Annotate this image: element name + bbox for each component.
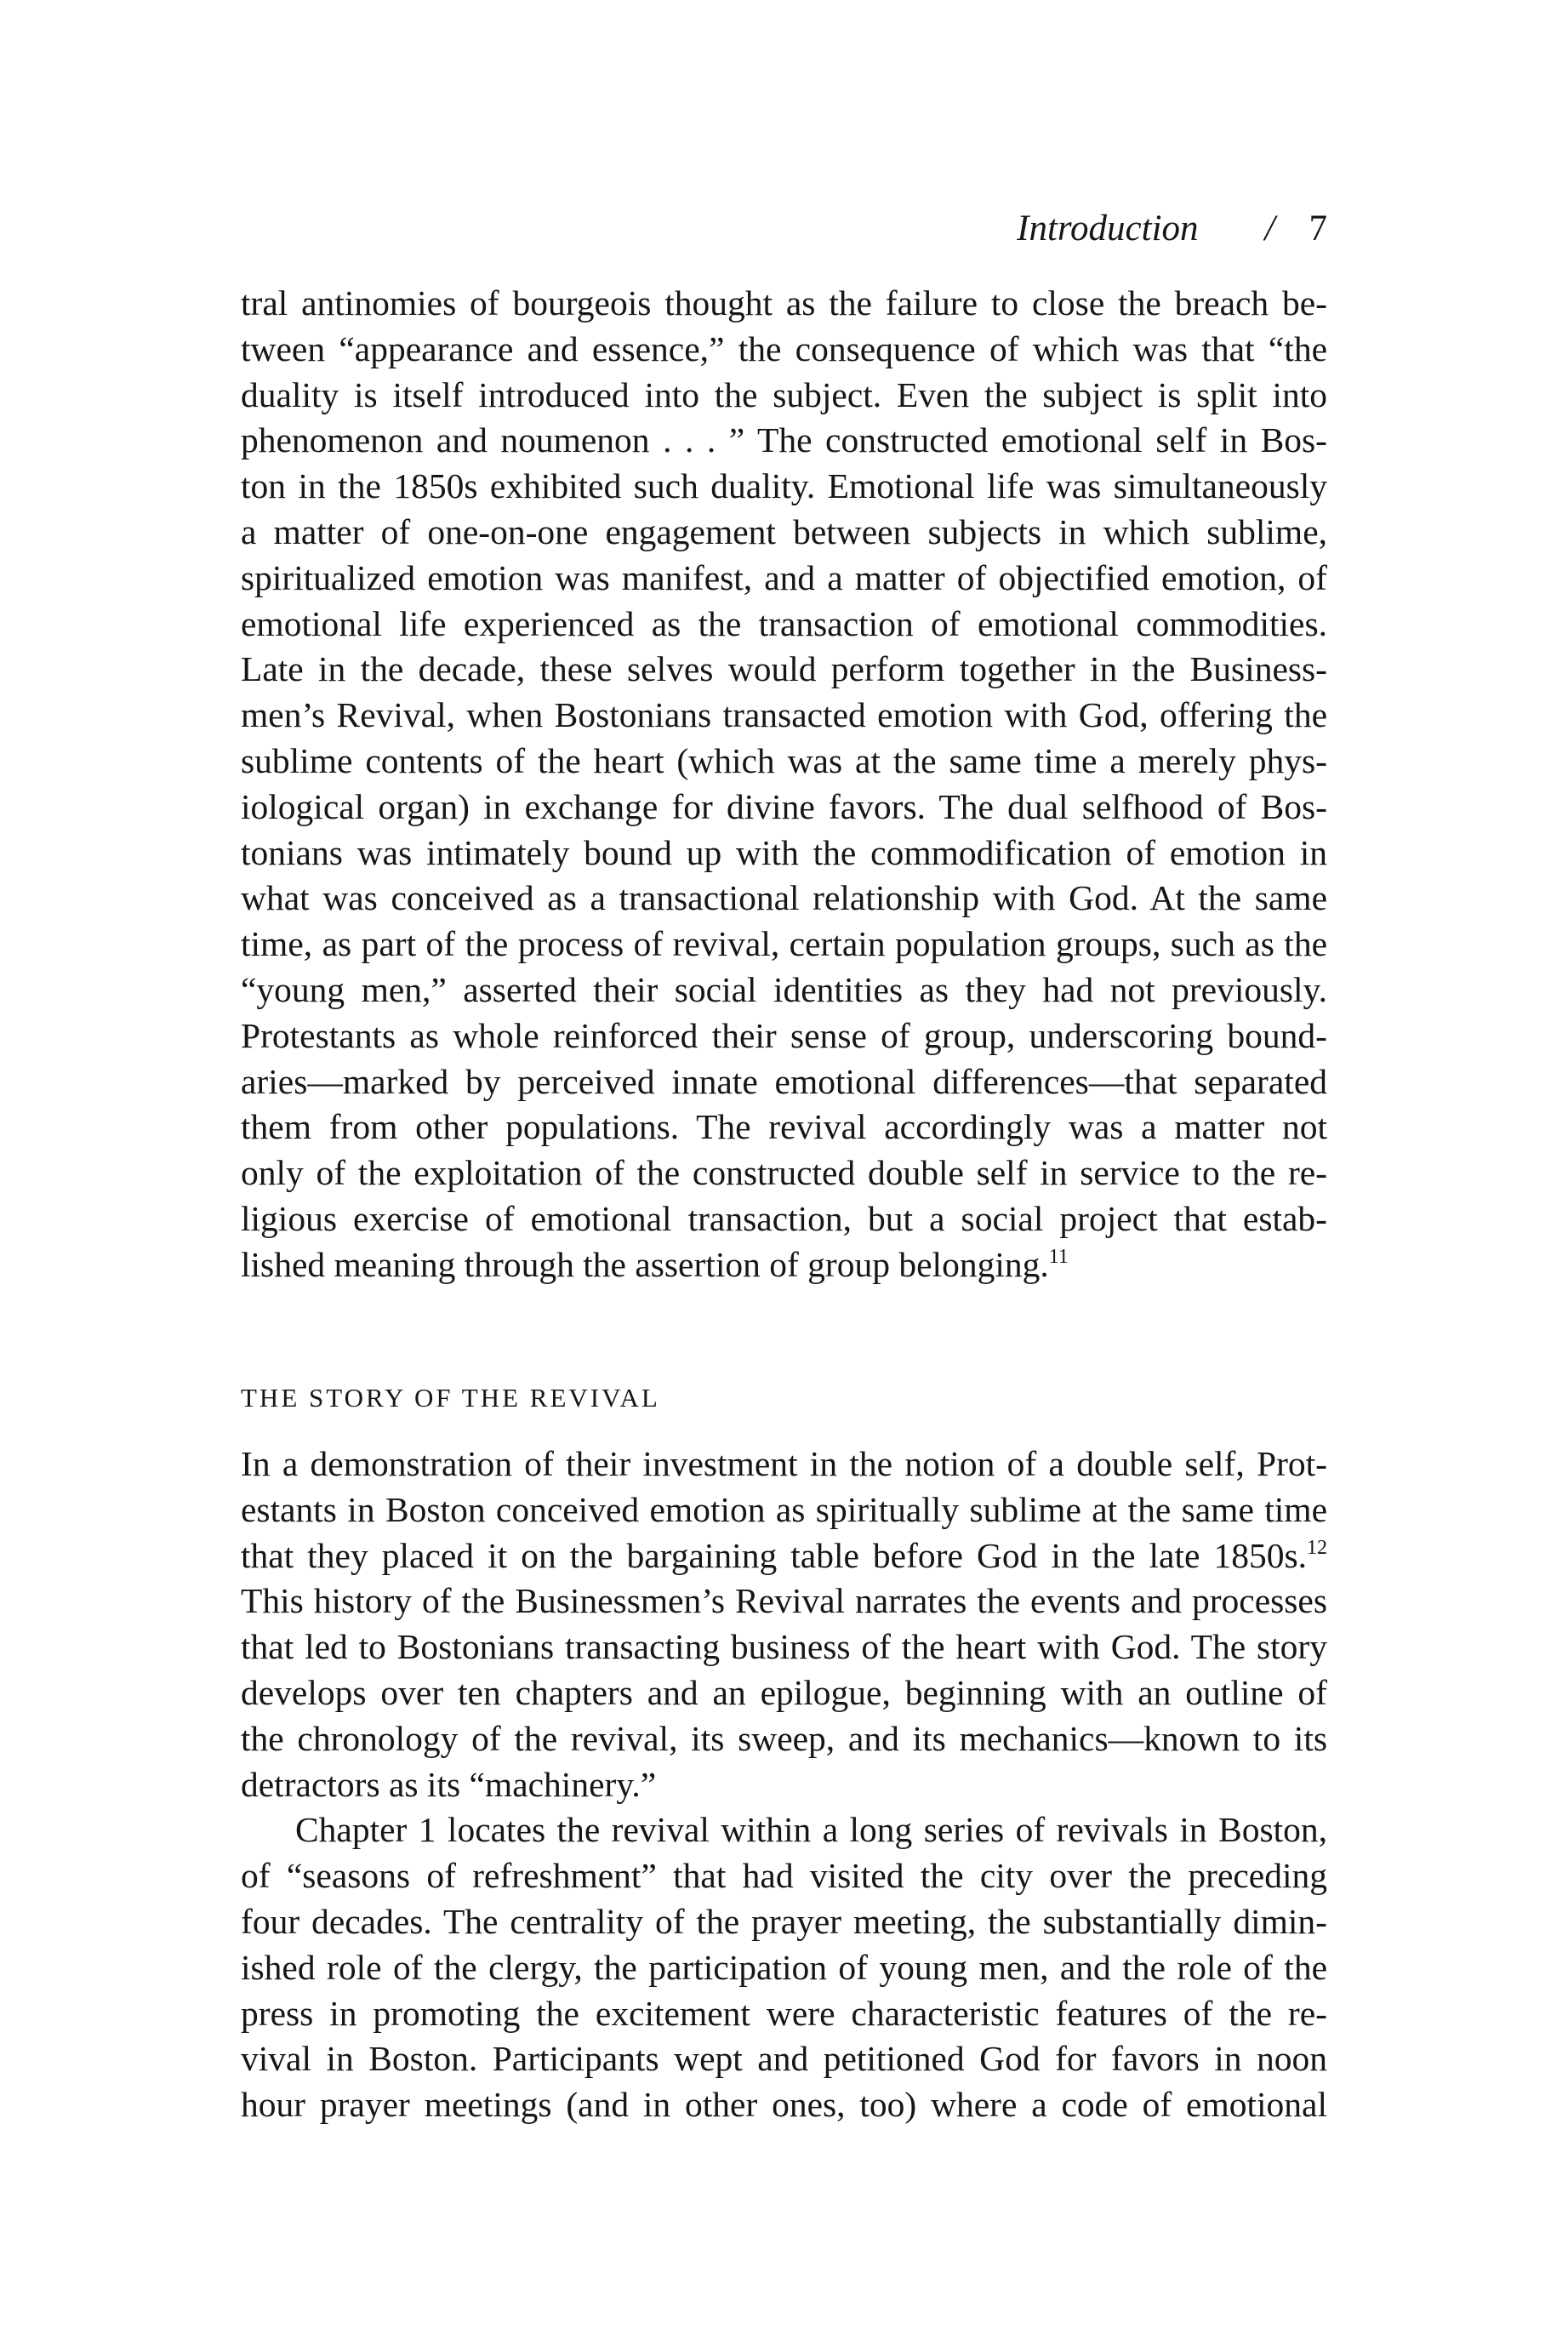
text-line: them from other populations. The revival accordingly was a matter not — [241, 1107, 1327, 1147]
text-line: iological organ) in exchange for divine favors. The dual selfhood of Bos- — [241, 786, 1327, 826]
book-page — [241, 0, 1327, 2352]
text-line: emotional life experienced as the transaction of emotional commodities. — [241, 603, 1327, 643]
text-line: only of the exploitation of the constructed double self in service to the re- — [241, 1153, 1327, 1193]
text-line: men’s Revival, when Bostonians transacted emotion with God, offering the — [241, 695, 1327, 735]
page-number: 7 — [1309, 208, 1327, 248]
text-line: time, as part of the process of revival, certain population groups, such as the — [241, 924, 1327, 964]
running-head-title: Introduction — [1017, 208, 1199, 248]
text-line-content: lished meaning through the assertion of group belonging. — [241, 1244, 1049, 1284]
text-line: detractors as its “machinery.” — [241, 1764, 657, 1804]
text-line: ton in the 1850s exhibited such duality. Emotional life was simultaneously — [241, 466, 1327, 506]
text-line — [241, 1242, 1327, 1288]
text-line: Chapter 1 locates the revival within a long series of revivals in Boston, — [295, 1810, 1327, 1850]
text-line: phenomenon and noumenon . . . ” The constructed emotional self in Bos- — [241, 420, 1327, 460]
footnote-marker[interactable]: 12 — [1307, 1536, 1327, 1559]
text-line: tral antinomies of bourgeois thought as the failure to close the breach be- — [241, 283, 1327, 323]
text-line: In a demonstration of their investment in the notion of a double self, Prot- — [241, 1444, 1327, 1483]
text-line: develops over ten chapters and an epilogue, beginning with an outline of — [241, 1672, 1327, 1712]
section-heading: THE STORY OF THE REVIVAL — [241, 1383, 660, 1413]
text-line: ligious exercise of emotional transaction, but a social project that estab- — [241, 1198, 1327, 1238]
text-line: that led to Bostonians transacting business of the heart with God. The story — [241, 1627, 1327, 1667]
text-line: estants in Boston conceived emotion as spiritually sublime at the same time — [241, 1489, 1327, 1529]
text-line: of “seasons of refreshment” that had visited the city over the preceding — [241, 1856, 1327, 1896]
text-line: duality is itself introduced into the subject. Even the subject is split into — [241, 374, 1327, 414]
text-line: This history of the Businessmen’s Revival narrates the events and processes — [241, 1581, 1327, 1621]
paragraph — [241, 1441, 1327, 1807]
text-line: four decades. The centrality of the prayer meeting, the substantially dimin- — [241, 1901, 1327, 1941]
text-line: vival in Boston. Participants wept and petitioned God for favors in noon — [241, 2039, 1327, 2079]
text-line: hour prayer meetings (and in other ones, too) where a code of emotional — [241, 2085, 1327, 2125]
text-line: sublime contents of the heart (which was at the same time a merely phys- — [241, 740, 1327, 780]
body-text-bottom — [241, 1441, 1327, 2128]
text-line: Protestants as whole reinforced their sense of group, underscoring bound- — [241, 1015, 1327, 1055]
running-head-separator: / — [1264, 208, 1275, 248]
text-line: aries—marked by perceived innate emotional differences—that separated — [241, 1061, 1327, 1101]
text-line: ished role of the clergy, the participation of young men, and the role of the — [241, 1947, 1327, 1987]
text-line — [241, 1533, 1327, 1579]
paragraph-continued — [241, 281, 1327, 1288]
text-line: a matter of one-on-one engagement between subjects in which sublime, — [241, 511, 1327, 551]
body-text-top — [241, 281, 1327, 1288]
text-line: “young men,” asserted their social identities as they had not previously. — [241, 969, 1327, 1009]
text-line: what was conceived as a transactional relationship with God. At the same — [241, 878, 1327, 918]
text-line: the chronology of the revival, its sweep, and its mechanics—known to its — [241, 1718, 1327, 1758]
text-line: tween “appearance and essence,” the consequence of which was that “the — [241, 328, 1327, 368]
text-line: spiritualized emotion was manifest, and a matter of objectified emotion, of — [241, 557, 1327, 597]
text-line: tonians was intimately bound up with the commodification of emotion in — [241, 832, 1327, 872]
running-head — [1017, 206, 1327, 252]
text-line-content: that they placed it on the bargaining table before God in the late 1850s. — [241, 1535, 1307, 1575]
text-line: Late in the decade, these selves would perform together in the Business- — [241, 649, 1327, 689]
footnote-marker[interactable]: 11 — [1048, 1245, 1069, 1268]
paragraph — [241, 1807, 1327, 2128]
text-line: press in promoting the excitement were characteristic features of the re- — [241, 1993, 1327, 2033]
